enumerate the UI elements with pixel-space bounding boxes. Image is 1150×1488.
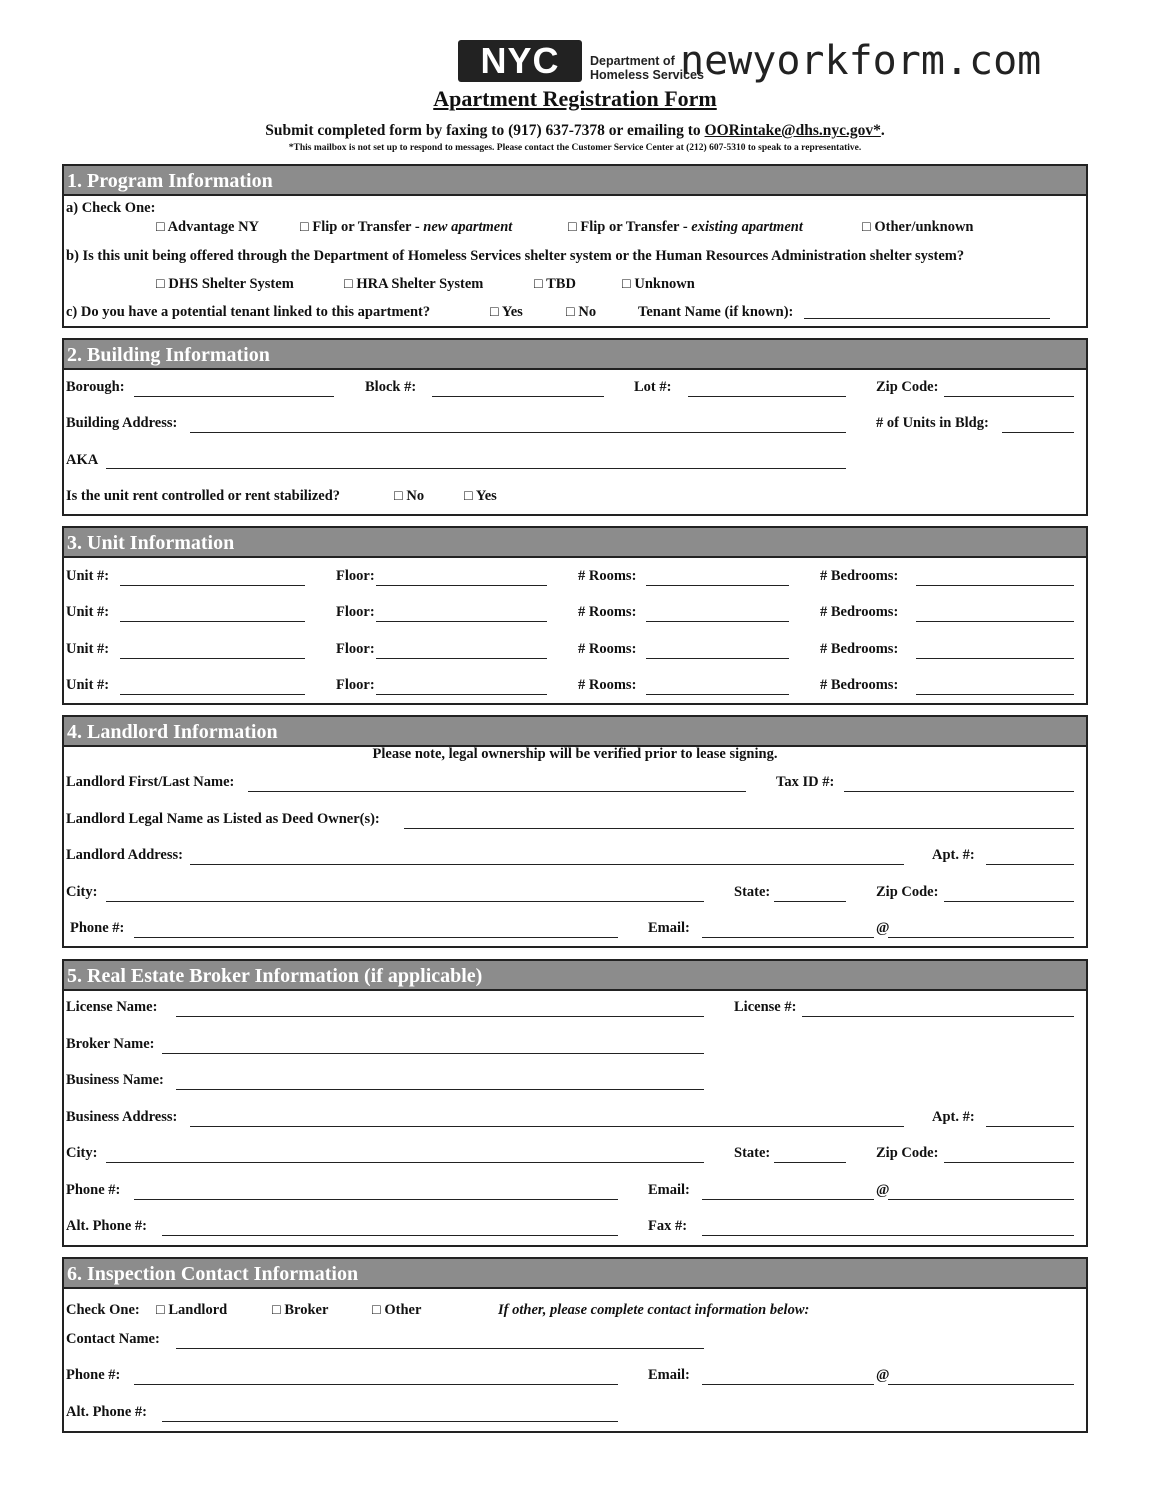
building-zip-field[interactable]	[944, 396, 1074, 397]
broker-apt-label: Apt. #:	[932, 1109, 975, 1125]
broker-fax-label: Fax #:	[648, 1218, 688, 1234]
block-field[interactable]	[432, 396, 604, 397]
unit-field[interactable]	[120, 658, 305, 659]
landlord-name-label: Landlord First/Last Name:	[66, 774, 235, 790]
contact-email-domain-field[interactable]	[888, 1384, 1074, 1385]
section-unit-information	[62, 526, 1088, 705]
license-name-field[interactable]	[176, 1016, 704, 1017]
unit-label: Unit #:	[66, 677, 110, 693]
checkbox-rent-yes[interactable]: □ Yes	[464, 488, 497, 504]
section-2-title: 2. Building Information	[64, 340, 1086, 370]
landlord-zip-field[interactable]	[944, 901, 1074, 902]
deed-owner-label: Landlord Legal Name as Listed as Deed Owner(s):	[66, 811, 380, 827]
unit-field[interactable]	[120, 585, 305, 586]
broker-state-field[interactable]	[774, 1162, 846, 1163]
rooms-field[interactable]	[646, 694, 789, 695]
broker-name-label: Broker Name:	[66, 1036, 155, 1052]
building-address-label: Building Address:	[66, 415, 178, 431]
submit-text: Submit completed form by faxing to (917) 637-7378 or emailing to	[265, 122, 705, 139]
floor-label: Floor:	[336, 677, 375, 693]
business-name-field[interactable]	[176, 1089, 704, 1090]
borough-field[interactable]	[134, 396, 334, 397]
business-name-label: Business Name:	[66, 1072, 164, 1088]
broker-phone-field[interactable]	[134, 1199, 618, 1200]
checkbox-other-unknown[interactable]: □ Other/unknown	[862, 219, 974, 235]
unit-field[interactable]	[120, 621, 305, 622]
section-broker-information	[62, 959, 1088, 1247]
lot-field[interactable]	[688, 396, 846, 397]
contact-email-user-field[interactable]	[702, 1384, 874, 1385]
contact-alt-phone-field[interactable]	[162, 1421, 618, 1422]
landlord-apt-label: Apt. #:	[932, 847, 975, 863]
flip-new-italic: new apartment	[423, 219, 513, 235]
building-zip-label: Zip Code:	[876, 379, 939, 395]
broker-alt-phone-label: Alt. Phone #:	[66, 1218, 147, 1234]
borough-label: Borough:	[66, 379, 125, 395]
bedrooms-label: # Bedrooms:	[820, 677, 899, 693]
rent-controlled-question: Is the unit rent controlled or rent stabilized?	[66, 488, 341, 504]
floor-field[interactable]	[376, 658, 547, 659]
deed-owner-field[interactable]	[404, 828, 1074, 829]
landlord-city-field[interactable]	[106, 901, 704, 902]
checkbox-flip-new[interactable]	[300, 218, 512, 236]
submit-suffix: .	[880, 122, 885, 139]
watermark: newyorkform.com	[680, 38, 1042, 84]
broker-email-label: Email:	[648, 1182, 690, 1198]
landlord-email-domain-field[interactable]	[888, 937, 1074, 938]
ownership-note: Please note, legal ownership will be verified prior to lease signing.	[372, 746, 778, 762]
checkbox-broker[interactable]: □ Broker	[272, 1302, 329, 1318]
flip-new-label: □ Flip or Transfer -	[300, 219, 424, 235]
license-name-label: License Name:	[66, 999, 158, 1015]
units-in-bldg-field[interactable]	[1002, 432, 1074, 433]
bedrooms-label: # Bedrooms:	[820, 604, 899, 620]
floor-label: Floor:	[336, 641, 375, 657]
bedrooms-field[interactable]	[916, 585, 1074, 586]
broker-apt-field[interactable]	[986, 1126, 1074, 1127]
nyc-logo-text: NYC	[480, 40, 560, 81]
floor-field[interactable]	[376, 585, 547, 586]
checkbox-landlord[interactable]: □ Landlord	[156, 1302, 228, 1318]
landlord-city-label: City:	[66, 884, 98, 900]
business-address-field[interactable]	[190, 1126, 904, 1127]
landlord-email-label: Email:	[648, 920, 690, 936]
landlord-state-field[interactable]	[774, 901, 846, 902]
section-5-title: 5. Real Estate Broker Information (if applicable)	[64, 961, 1086, 991]
bedrooms-field[interactable]	[916, 694, 1074, 695]
landlord-phone-label: Phone #:	[70, 920, 125, 936]
section-4-title: 4. Landlord Information	[64, 717, 1086, 747]
units-in-bldg-label: # of Units in Bldg:	[876, 415, 989, 431]
checkbox-dhs-shelter[interactable]: □ DHS Shelter System	[156, 276, 294, 292]
rooms-label: # Rooms:	[578, 641, 637, 657]
bedrooms-label: # Bedrooms:	[820, 641, 899, 657]
shelter-system-question: b) Is this unit being offered through the Department of Homeless Services shelter system or the Human Resources Administration shelter system?	[66, 248, 965, 264]
inspection-check-one-label: Check One:	[66, 1302, 140, 1318]
landlord-email-user-field[interactable]	[702, 937, 874, 938]
landlord-email-at: @	[876, 920, 890, 936]
other-contact-note: If other, please complete contact information below:	[498, 1302, 810, 1318]
aka-label: AKA	[66, 452, 99, 468]
landlord-address-label: Landlord Address:	[66, 847, 183, 863]
block-label: Block #:	[365, 379, 417, 395]
department-line-1: Department of	[590, 54, 675, 68]
section-6-title: 6. Inspection Contact Information	[64, 1259, 1086, 1289]
tenant-question: c) Do you have a potential tenant linked to this apartment?	[66, 304, 431, 320]
checkbox-tbd[interactable]: □ TBD	[534, 276, 576, 292]
broker-zip-label: Zip Code:	[876, 1145, 939, 1161]
floor-field[interactable]	[376, 621, 547, 622]
landlord-address-field[interactable]	[190, 864, 904, 865]
submit-instructions	[0, 122, 1150, 140]
rooms-label: # Rooms:	[578, 568, 637, 584]
aka-field[interactable]	[106, 468, 846, 469]
unit-label: Unit #:	[66, 604, 110, 620]
broker-zip-field[interactable]	[944, 1162, 1074, 1163]
rooms-field[interactable]	[646, 658, 789, 659]
broker-name-field[interactable]	[162, 1053, 704, 1054]
section-3-title: 3. Unit Information	[64, 528, 1086, 558]
checkbox-flip-existing[interactable]	[568, 218, 803, 236]
bedrooms-label: # Bedrooms:	[820, 568, 899, 584]
floor-label: Floor:	[336, 568, 375, 584]
checkbox-advantage-ny[interactable]: □ Advantage NY	[156, 219, 260, 235]
business-address-label: Business Address:	[66, 1109, 178, 1125]
broker-phone-label: Phone #:	[66, 1182, 121, 1198]
contact-phone-label: Phone #:	[66, 1367, 121, 1383]
page-title: Apartment Registration Form	[433, 86, 717, 111]
broker-city-label: City:	[66, 1145, 98, 1161]
rooms-label: # Rooms:	[578, 677, 637, 693]
landlord-zip-label: Zip Code:	[876, 884, 939, 900]
tenant-name-field[interactable]	[804, 318, 1050, 319]
check-one-label: a) Check One:	[66, 200, 156, 216]
unit-field[interactable]	[120, 694, 305, 695]
checkbox-other[interactable]: □ Other	[372, 1302, 422, 1318]
broker-email-domain-field[interactable]	[888, 1199, 1074, 1200]
license-number-label: License #:	[734, 999, 797, 1015]
checkbox-tenant-yes[interactable]: □ Yes	[490, 304, 523, 320]
unit-label: Unit #:	[66, 641, 110, 657]
bedrooms-field[interactable]	[916, 621, 1074, 622]
broker-fax-field[interactable]	[702, 1235, 1074, 1236]
flip-existing-label: □ Flip or Transfer -	[568, 219, 692, 235]
rooms-label: # Rooms:	[578, 604, 637, 620]
checkbox-hra-shelter[interactable]: □ HRA Shelter System	[344, 276, 484, 292]
contact-name-field[interactable]	[176, 1348, 704, 1349]
broker-alt-phone-field[interactable]	[162, 1235, 618, 1236]
department-line-2: Homeless Services	[590, 68, 704, 82]
section-inspection-contact	[62, 1257, 1088, 1433]
contact-alt-phone-label: Alt. Phone #:	[66, 1404, 147, 1420]
broker-email-at: @	[876, 1182, 890, 1198]
submit-email-link[interactable]: OORintake@dhs.nyc.gov*	[704, 122, 881, 139]
checkbox-unknown[interactable]: □ Unknown	[622, 276, 695, 292]
tenant-name-label: Tenant Name (if known):	[638, 304, 794, 320]
landlord-state-label: State:	[734, 884, 771, 900]
contact-phone-field[interactable]	[134, 1384, 618, 1385]
landlord-phone-field[interactable]	[134, 937, 618, 938]
tax-id-field[interactable]	[844, 791, 1074, 792]
floor-label: Floor:	[336, 604, 375, 620]
tax-id-label: Tax ID #:	[776, 774, 835, 790]
mailbox-note: *This mailbox is not set up to respond to messages. Please contact the Customer Service Center at (212) 607-5310 to speak to a representative.	[288, 143, 862, 153]
broker-email-user-field[interactable]	[702, 1199, 874, 1200]
rooms-field[interactable]	[646, 585, 789, 586]
broker-city-field[interactable]	[106, 1162, 704, 1163]
rooms-field[interactable]	[646, 621, 789, 622]
flip-existing-italic: existing apartment	[691, 219, 803, 235]
landlord-apt-field[interactable]	[986, 864, 1074, 865]
contact-name-label: Contact Name:	[66, 1331, 160, 1347]
broker-state-label: State:	[734, 1145, 771, 1161]
nyc-logo	[458, 40, 582, 82]
license-number-field[interactable]	[802, 1016, 1074, 1017]
checkbox-tenant-no[interactable]: □ No	[566, 304, 597, 320]
lot-label: Lot #:	[634, 379, 672, 395]
building-address-field[interactable]	[190, 432, 846, 433]
landlord-name-field[interactable]	[248, 791, 746, 792]
section-1-title: 1. Program Information	[64, 166, 1086, 196]
checkbox-rent-no[interactable]: □ No	[394, 488, 425, 504]
floor-field[interactable]	[376, 694, 547, 695]
unit-label: Unit #:	[66, 568, 110, 584]
contact-email-label: Email:	[648, 1367, 690, 1383]
contact-email-at: @	[876, 1367, 890, 1383]
bedrooms-field[interactable]	[916, 658, 1074, 659]
